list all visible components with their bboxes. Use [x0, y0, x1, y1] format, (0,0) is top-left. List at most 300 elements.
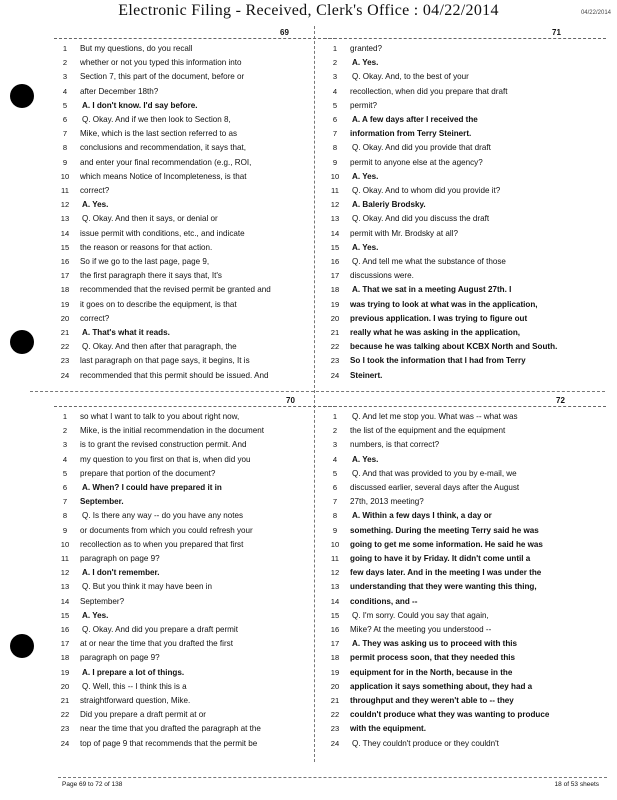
line-number: 18 [60, 653, 70, 663]
line-text: A. That we sat in a meeting August 27th. I [352, 285, 512, 295]
transcript-line [324, 141, 606, 155]
line-text: conclusions and recommendation, it says that, [80, 143, 247, 153]
line-text: Q. Is there any way -- do you have any notes [82, 511, 244, 521]
line-number: 2 [332, 58, 338, 68]
line-number: 6 [62, 115, 68, 124]
line-number: 21 [60, 328, 70, 337]
line-number: 2 [62, 426, 68, 436]
line-text: permit with Mr. Brodsky at all? [350, 228, 458, 238]
line-text: Mike? At the meeting you understood -- [350, 625, 492, 634]
line-text: A. A few days after I received the [352, 115, 478, 124]
line-text: A. I prepare a lot of things. [82, 667, 185, 677]
transcript-line [54, 269, 336, 283]
line-number: 6 [62, 483, 68, 492]
transcript-line [54, 481, 336, 495]
page-rule [54, 406, 336, 407]
line-number: 1 [332, 44, 338, 53]
transcript-line [324, 595, 606, 609]
line-text: discussed earlier, several days after the August [350, 483, 520, 492]
transcript-line [324, 170, 606, 184]
line-number: 20 [60, 681, 70, 691]
line-text: permit? [350, 100, 377, 110]
transcript-line [54, 156, 336, 170]
transcript-line [324, 70, 606, 84]
transcript-line [54, 708, 336, 722]
punch-hole-icon [10, 330, 34, 354]
line-number: 14 [60, 596, 70, 606]
line-text: the list of the equipment and the equipment [350, 426, 506, 436]
line-text: correct? [80, 313, 110, 323]
transcript-line [54, 255, 336, 269]
line-text: Q. But you think it may have been in [82, 582, 213, 592]
line-number: 19 [330, 667, 340, 677]
line-number: 16 [330, 625, 340, 634]
line-text: A. Yes. [352, 171, 379, 181]
line-number: 9 [62, 157, 68, 167]
line-number: 7 [332, 129, 338, 139]
transcript-line [324, 255, 606, 269]
line-text: A. Yes. [82, 610, 109, 620]
transcript-line [54, 42, 336, 56]
line-text: permit process soon, that they needed this [350, 653, 516, 663]
line-text: Mike, is the initial recommendation in the document [80, 426, 264, 436]
line-text: A. That's what it reads. [82, 328, 170, 337]
sheet-count: 18 of 53 sheets [554, 781, 599, 788]
transcript-line [324, 410, 606, 424]
line-number: 22 [330, 710, 340, 720]
line-text: A. Yes. [82, 200, 109, 210]
transcript-line [54, 495, 336, 509]
transcript-line [324, 298, 606, 312]
line-text: really what he was asking in the application, [350, 328, 521, 337]
line-number: 8 [332, 143, 338, 153]
transcript-page-71 [324, 28, 606, 388]
line-text: discussions were. [350, 271, 414, 281]
line-number: 12 [330, 200, 340, 210]
transcript-line [54, 198, 336, 212]
line-text: issue permit with conditions, etc., and indicate [80, 228, 245, 238]
line-text: Steinert. [350, 370, 383, 380]
line-number: 23 [330, 724, 340, 734]
line-text: Q. Okay. And did you discuss the draft [352, 214, 490, 224]
transcript-line [54, 694, 336, 708]
line-number: 4 [332, 86, 338, 96]
transcript-line [54, 70, 336, 84]
page-rule [324, 406, 606, 407]
transcript-line [324, 666, 606, 680]
transcript-line [54, 680, 336, 694]
line-text: A. Yes. [352, 58, 379, 68]
line-text: Mike, which is the last section referred to as [80, 129, 237, 139]
line-text: Q. Okay. And to whom did you provide it? [352, 186, 501, 195]
line-text: equipment for in the North, because in the [350, 667, 513, 677]
line-text: few days later. And in the meeting I was under the [350, 568, 542, 578]
line-number: 15 [60, 242, 70, 252]
line-text: something. During the meeting Terry said he was [350, 525, 539, 535]
line-text: A. Yes. [352, 242, 379, 252]
line-number: 5 [332, 100, 338, 110]
line-text: So if we go to the last page, page 9, [80, 257, 210, 266]
transcript-line [324, 241, 606, 255]
line-number: 12 [60, 200, 70, 210]
line-number: 17 [60, 639, 70, 649]
transcript-line [324, 737, 606, 751]
line-number: 3 [62, 72, 68, 82]
line-text: my question to you first on that is, when did you [80, 454, 251, 464]
transcript-line [54, 326, 336, 340]
line-number: 9 [332, 157, 338, 167]
line-number: 6 [332, 115, 338, 124]
line-text: A. They was asking us to proceed with this [352, 639, 518, 649]
line-text: correct? [80, 186, 110, 195]
transcript-line [324, 708, 606, 722]
transcript-line [324, 651, 606, 665]
transcript-line [324, 694, 606, 708]
line-number: 5 [62, 468, 68, 478]
line-text: after December 18th? [80, 86, 159, 96]
line-number: 13 [330, 214, 340, 224]
line-text: Q. Okay. And, to the best of your [352, 72, 469, 82]
line-number: 20 [330, 681, 340, 691]
transcript-line [324, 227, 606, 241]
line-text: Q. Okay. And if we then look to Section 8, [82, 115, 231, 124]
transcript-line [54, 467, 336, 481]
transcript-line [324, 212, 606, 226]
transcript-line [54, 141, 336, 155]
transcript-line [54, 552, 336, 566]
transcript-line [54, 212, 336, 226]
line-text: So I took the information that I had from Terry [350, 356, 526, 366]
line-text: so what I want to talk to you about right now, [80, 412, 240, 421]
line-number: 10 [330, 539, 340, 549]
transcript-line [54, 509, 336, 523]
line-text: Q. They couldn't produce or they couldn't [352, 738, 499, 748]
line-number: 14 [330, 596, 340, 606]
filing-header: Electronic Filing - Received, Clerk's Office : 04/22/2014 [118, 2, 499, 19]
transcript-line [324, 495, 606, 509]
transcript-page-72 [324, 396, 606, 756]
line-number: 24 [330, 370, 340, 380]
transcript-line [324, 184, 606, 198]
transcript-line [324, 85, 606, 99]
line-number: 15 [60, 610, 70, 620]
line-number: 21 [330, 696, 340, 705]
transcript-line [324, 438, 606, 452]
transcript-line [54, 312, 336, 326]
line-number: 3 [332, 440, 338, 450]
line-number: 19 [330, 299, 340, 309]
line-text: Q. And let me stop you. What was -- what was [352, 412, 518, 421]
line-text: permit to anyone else at the agency? [350, 157, 483, 167]
line-number: 12 [330, 568, 340, 578]
line-text: near the time that you drafted the paragraph at the [80, 724, 261, 734]
line-number: 16 [60, 625, 70, 634]
line-number: 16 [330, 257, 340, 266]
line-text: information from Terry Steinert. [350, 129, 472, 139]
transcript-line [324, 424, 606, 438]
line-number: 9 [332, 525, 338, 535]
line-number: 23 [60, 724, 70, 734]
transcript-line [324, 552, 606, 566]
transcript-line [54, 184, 336, 198]
transcript-line [324, 566, 606, 580]
line-number: 22 [60, 342, 70, 352]
transcript-line [54, 340, 336, 354]
transcript-line [324, 609, 606, 623]
line-text: was trying to look at what was in the application, [350, 299, 538, 309]
page-rule [54, 38, 336, 39]
transcript-line [54, 566, 336, 580]
line-text: Did you prepare a draft permit at or [80, 710, 206, 720]
transcript-line [324, 369, 606, 383]
transcript-line [324, 623, 606, 637]
line-text: the first paragraph there it says that, It's [80, 271, 222, 281]
line-number: 7 [332, 497, 338, 507]
line-text: recollection as to when you prepared that first [80, 539, 244, 549]
line-text: because he was talking about KCBX North and South. [350, 342, 558, 352]
transcript-line [54, 623, 336, 637]
line-number: 10 [60, 171, 70, 181]
transcript-line [324, 453, 606, 467]
line-text: prepare that portion of the document? [80, 468, 216, 478]
transcript-line [54, 283, 336, 297]
line-text: top of page 9 that recommends that the permit be [80, 738, 258, 748]
line-text: But my questions, do you recall [80, 44, 193, 53]
transcript-line [54, 722, 336, 736]
line-number: 13 [60, 214, 70, 224]
transcript-line [324, 312, 606, 326]
transcript-line [54, 241, 336, 255]
transcript-line [324, 524, 606, 538]
line-text: A. When? I could have prepared it in [82, 483, 222, 492]
line-number: 5 [62, 100, 68, 110]
line-text: going to have it by Friday. It didn't come until a [350, 554, 531, 563]
line-text: A. Baleriy Brodsky. [352, 200, 426, 210]
transcript-line [54, 538, 336, 552]
date-stamp: 04/22/2014 [580, 10, 611, 16]
line-number: 8 [332, 511, 338, 521]
transcript-line [324, 283, 606, 297]
line-text: recommended that this permit should be issued. And [80, 370, 269, 380]
line-number: 7 [62, 129, 68, 139]
transcript-line [54, 595, 336, 609]
line-text: or documents from which you could refresh your [80, 525, 253, 535]
line-number: 11 [61, 186, 69, 195]
transcript-line [324, 580, 606, 594]
line-text: Section 7, this part of the document, before or [80, 72, 245, 82]
line-number: 5 [332, 468, 338, 478]
line-text: application it says something about, they had a [350, 681, 533, 691]
line-number: 18 [330, 653, 340, 663]
transcript-page-70 [54, 396, 336, 756]
line-number: 17 [330, 639, 340, 649]
line-text: A. I don't know. I'd say before. [82, 100, 198, 110]
transcript-line [54, 524, 336, 538]
line-text: Q. And tell me what the substance of those [352, 257, 506, 266]
line-text: A. I don't remember. [82, 568, 160, 578]
line-number: 22 [330, 342, 340, 352]
punch-hole-icon [10, 634, 34, 658]
transcript-line [324, 326, 606, 340]
line-text: last paragraph on that page says, it begins, It is [80, 356, 250, 366]
transcript-line [324, 722, 606, 736]
transcript-line [54, 609, 336, 623]
line-text: September. [80, 497, 124, 507]
line-number: 10 [330, 171, 340, 181]
line-number: 11 [331, 186, 339, 195]
line-number: 24 [330, 738, 340, 748]
line-number: 19 [60, 667, 70, 677]
transcript-line [324, 127, 606, 141]
line-text: Q. I'm sorry. Could you say that again, [352, 610, 489, 620]
transcript-line [54, 354, 336, 368]
line-text: Q. Okay. And then after that paragraph, the [82, 342, 237, 352]
transcript-line [54, 298, 336, 312]
line-text: with the equipment. [350, 724, 426, 734]
line-number: 16 [60, 257, 70, 266]
line-number: 17 [330, 271, 340, 281]
page-rule [324, 38, 606, 39]
page-number: 69 [280, 28, 289, 37]
transcript-line [324, 509, 606, 523]
line-number: 7 [62, 497, 68, 507]
line-text: A. Within a few days I think, a day or [352, 511, 492, 521]
page-number: 72 [556, 396, 565, 405]
line-number: 4 [62, 86, 68, 96]
transcript-line [54, 438, 336, 452]
line-text: paragraph on page 9? [80, 554, 160, 563]
punch-hole-icon [10, 84, 34, 108]
transcript-page-69 [54, 28, 336, 388]
line-number: 14 [60, 228, 70, 238]
line-number: 14 [330, 228, 340, 238]
line-text: going to get me some information. He said he was [350, 539, 543, 549]
page-number: 70 [286, 396, 295, 405]
line-number: 15 [330, 610, 340, 620]
line-number: 1 [62, 44, 68, 53]
line-number: 11 [331, 554, 339, 563]
line-text: 27th, 2013 meeting? [350, 497, 424, 507]
line-number: 10 [60, 539, 70, 549]
transcript-line [54, 651, 336, 665]
transcript-line [324, 56, 606, 70]
line-number: 13 [330, 582, 340, 592]
line-text: it goes on to describe the equipment, is that [80, 299, 237, 309]
line-text: Q. Okay. And did you prepare a draft permit [82, 625, 238, 634]
line-text: numbers, is that correct? [350, 440, 440, 450]
line-text: recollection, when did you prepare that draft [350, 86, 508, 96]
page-number: 71 [552, 28, 561, 37]
line-text: paragraph on page 9? [80, 653, 160, 663]
transcript-line [324, 269, 606, 283]
line-number: 13 [60, 582, 70, 592]
line-number: 23 [60, 356, 70, 366]
line-number: 2 [332, 426, 338, 436]
transcript-line [54, 453, 336, 467]
line-text: which means Notice of Incompleteness, is that [80, 171, 247, 181]
line-text: September? [80, 596, 125, 606]
line-text: previous application. I was trying to figure out [350, 313, 528, 323]
line-text: Q. Well, this -- I think this is a [82, 681, 187, 691]
transcript-line [54, 227, 336, 241]
transcript-line [324, 354, 606, 368]
transcript-line [54, 737, 336, 751]
transcript-line [54, 369, 336, 383]
transcript-line [54, 99, 336, 113]
line-number: 18 [60, 285, 70, 295]
footer-rule [58, 777, 607, 778]
transcript-line [324, 340, 606, 354]
transcript-line [54, 127, 336, 141]
line-number: 19 [60, 299, 70, 309]
line-number: 24 [60, 738, 70, 748]
line-number: 9 [62, 525, 68, 535]
line-number: 17 [60, 271, 70, 281]
line-number: 22 [60, 710, 70, 720]
line-number: 15 [330, 242, 340, 252]
line-text: Q. And that was provided to you by e-mail, we [352, 468, 517, 478]
transcript-line [324, 467, 606, 481]
page-range: Page 69 to 72 of 138 [62, 781, 123, 788]
transcript-line [324, 538, 606, 552]
transcript-line [54, 85, 336, 99]
row-divider [30, 391, 605, 392]
line-text: Q. Okay. And did you provide that draft [352, 143, 491, 153]
line-number: 23 [330, 356, 340, 366]
line-number: 12 [60, 568, 70, 578]
line-text: recommended that the revised permit be granted and [80, 285, 271, 295]
transcript-line [324, 637, 606, 651]
line-text: A. Yes. [352, 454, 379, 464]
line-number: 21 [60, 696, 70, 705]
line-text: and enter your final recommendation (e.g., ROI, [80, 157, 252, 167]
line-text: straightforward question, Mike. [80, 696, 191, 705]
transcript-line [54, 424, 336, 438]
transcript-line [54, 666, 336, 680]
transcript-line [54, 113, 336, 127]
line-number: 1 [332, 412, 338, 421]
transcript-line [54, 637, 336, 651]
line-number: 20 [60, 313, 70, 323]
transcript-line [324, 198, 606, 212]
line-number: 18 [330, 285, 340, 295]
line-number: 3 [332, 72, 338, 82]
line-number: 8 [62, 511, 68, 521]
line-text: at or near the time that you drafted the first [80, 639, 233, 649]
line-text: is to grant the revised construction permit. And [80, 440, 247, 450]
line-number: 8 [62, 143, 68, 153]
transcript-line [54, 580, 336, 594]
line-text: throughput and they weren't able to -- they [350, 696, 514, 705]
transcript-line [324, 42, 606, 56]
line-text: Q. Okay. And then it says, or denial or [82, 214, 218, 224]
line-number: 1 [62, 412, 68, 421]
line-number: 20 [330, 313, 340, 323]
line-number: 11 [61, 554, 69, 563]
line-text: the reason or reasons for that action. [80, 242, 213, 252]
line-number: 3 [62, 440, 68, 450]
line-text: granted? [350, 44, 382, 53]
transcript-line [324, 680, 606, 694]
transcript-line [54, 410, 336, 424]
line-number: 21 [330, 328, 340, 337]
line-number: 2 [62, 58, 68, 68]
line-text: understanding that they were wanting this thing, [350, 582, 537, 592]
line-number: 4 [62, 454, 68, 464]
line-number: 6 [332, 483, 338, 492]
line-text: couldn't produce what they was wanting to produce [350, 710, 550, 720]
transcript-line [324, 113, 606, 127]
